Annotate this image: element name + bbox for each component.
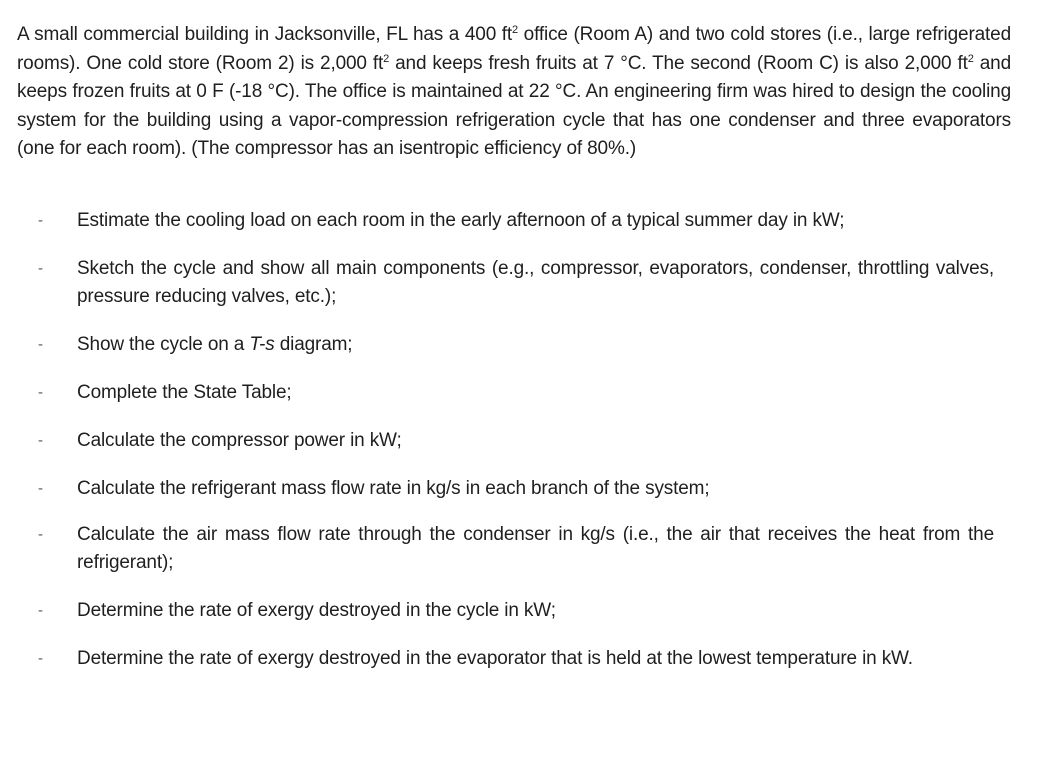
task-text-cooling-load: Estimate the cooling load on each room in the early afternoon of a typical summer day in kW; [77,210,845,231]
task-text-air-flow: Calculate the air mass flow rate through the condenser in kg/s (i.e., the air that receives the heat from the refrigerant); [77,524,994,574]
intro-text-1: A small commercial building in Jacksonville, FL has a 400 ft [17,24,513,45]
list-item [0,331,994,359]
bullet-dash: - [38,336,43,353]
list-item [0,207,994,235]
task-text-state-table: Complete the State Table; [77,382,292,403]
bullet-dash: - [38,602,43,619]
list-item [0,255,994,312]
list-item [0,379,994,407]
task-text-ts-diagram [77,331,994,359]
bullet-dash: - [38,384,43,401]
bullet-dash: - [38,526,43,543]
task-text-ts-pre: Show the cycle on a [77,334,250,355]
intro-text-3: and keeps fresh fruits at 7 °C. The second (Room C) is also 2,000 ft [389,52,968,74]
intro-text-4: and keeps frozen fruits at 0 F (-18 °C). The office is maintained at 22 °C. An engineering firm was hired to design the cooling system for the building using a vapor-compression refrigeration cycle that has one condenser and three evaporators (one for each room). (The compressor has an isentropic efficiency of 80%.) [17,52,1011,160]
bullet-dash: - [38,650,43,667]
superscript-2: 2 [967,52,974,65]
list-item [0,645,994,673]
list-item [0,597,994,625]
task-text-sketch-cycle: Sketch the cycle and show all main components (e.g., compressor, evaporators, condenser, throttling valves, pressure reducing valves, etc.); [77,258,994,308]
list-item [0,475,994,503]
bullet-dash: - [38,480,43,497]
problem-statement [17,21,1011,164]
bullet-dash: - [38,212,43,229]
bullet-dash: - [38,260,43,277]
intro-text-2: office (Room A) and two cold stores (i.e., large refrigerated rooms). One cold store (Room 2) is 2,000 ft [17,24,1012,74]
task-text-compressor-power: Calculate the compressor power in kW; [77,430,402,451]
intro-paragraph [17,21,1011,164]
task-text-exergy-cycle: Determine the rate of exergy destroyed in the cycle in kW; [77,600,556,621]
task-text-refrigerant-flow: Calculate the refrigerant mass flow rate in kg/s in each branch of the system; [77,478,710,499]
superscript-2: 2 [383,52,390,65]
list-item [0,427,994,455]
task-text-exergy-evaporator: Determine the rate of exergy destroyed in the evaporator that is held at the lowest temperature in kW. [77,648,913,669]
bullet-dash: - [38,432,43,449]
task-text-ts-post: diagram; [274,334,353,355]
list-item [0,521,994,578]
superscript-2: 2 [512,24,519,36]
task-text-ts-italic: T-s [249,334,275,355]
